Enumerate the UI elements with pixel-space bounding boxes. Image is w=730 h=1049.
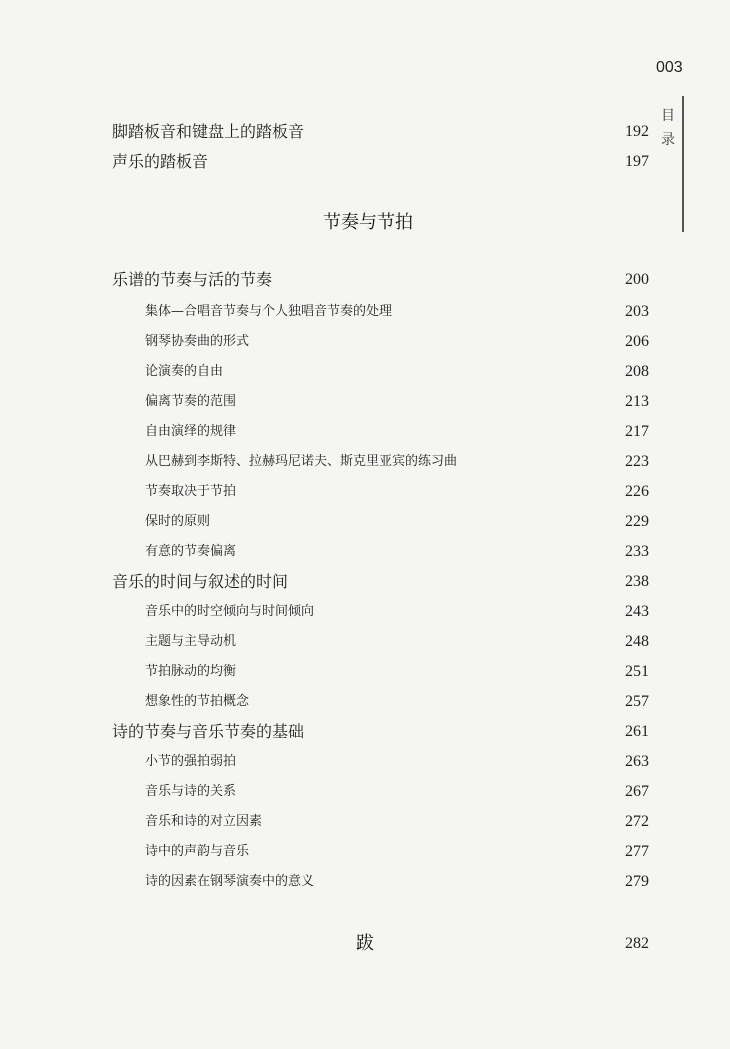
toc-subentry-page: 272	[625, 813, 649, 830]
toc-subentry[interactable]	[0, 448, 730, 476]
toc-subentry-title: 偏离节奏的范围	[145, 394, 237, 409]
toc-subentry[interactable]	[0, 478, 730, 506]
toc-subentry[interactable]	[0, 508, 730, 536]
side-label-char: 录	[661, 132, 675, 148]
toc-chapter-title: 诗的节奏与音乐节奏的基础	[112, 722, 305, 741]
toc-subentry-page: 251	[625, 663, 649, 680]
toc-subentry[interactable]	[0, 538, 730, 566]
toc-subentry[interactable]	[0, 418, 730, 446]
toc-subentry-title: 有意的节奏偏离	[145, 544, 237, 559]
toc-subentry-page: 217	[625, 423, 649, 440]
page-number: 003	[656, 59, 683, 76]
toc-subentry-page: 233	[625, 543, 649, 560]
toc-subentry[interactable]	[0, 388, 730, 416]
toc-entry[interactable]	[0, 148, 730, 176]
toc-subentry-title: 诗中的声韵与音乐	[145, 844, 250, 859]
toc-subentry-page: 257	[625, 693, 649, 710]
toc-entry-page: 197	[625, 153, 649, 170]
toc-subentry-page: 263	[625, 753, 649, 770]
toc-subentry-page: 267	[625, 783, 649, 800]
toc-subentry[interactable]	[0, 628, 730, 656]
toc-subentry-page: 279	[625, 873, 649, 890]
toc-entry-title: 脚踏板音和键盘上的踏板音	[112, 122, 305, 141]
toc-subentry[interactable]	[0, 358, 730, 386]
toc-subentry-page: 213	[625, 393, 649, 410]
toc-chapter-page: 238	[625, 573, 649, 590]
toc-subentry-title: 节拍脉动的均衡	[145, 664, 237, 679]
postscript-title[interactable]: 跋	[356, 933, 374, 954]
side-label-char: 目	[661, 108, 675, 124]
section-heading: 节奏与节拍	[323, 212, 413, 233]
toc-subentry-title: 节奏取决于节拍	[145, 484, 237, 499]
toc-subentry-title: 论演奏的自由	[145, 364, 224, 379]
toc-subentry-page: 226	[625, 483, 649, 500]
toc-subentry-title: 钢琴协奏曲的形式	[145, 334, 250, 349]
toc-chapter[interactable]	[0, 718, 730, 746]
toc-subentry-page: 203	[625, 303, 649, 320]
toc-subentry[interactable]	[0, 838, 730, 866]
toc-subentry-title: 音乐和诗的对立因素	[145, 814, 263, 829]
toc-subentry-title: 想象性的节拍概念	[145, 694, 250, 709]
toc-subentry-page: 243	[625, 603, 649, 620]
toc-subentry[interactable]	[0, 868, 730, 896]
toc-subentry-title: 从巴赫到李斯特、拉赫玛尼诺夫、斯克里亚宾的练习曲	[145, 454, 458, 469]
toc-entry-title: 声乐的踏板音	[112, 152, 209, 171]
toc-subentry[interactable]	[0, 598, 730, 626]
toc-subentry-title: 音乐与诗的关系	[145, 784, 237, 799]
toc-subentry[interactable]	[0, 658, 730, 686]
toc-subentry-title: 集体—合唱音节奏与个人独唱音节奏的处理	[145, 304, 393, 319]
toc-subentry-title: 小节的强拍弱拍	[145, 754, 237, 769]
toc-chapter-title: 音乐的时间与叙述的时间	[112, 572, 289, 591]
toc-chapter[interactable]	[0, 266, 730, 294]
toc-entry[interactable]	[0, 118, 730, 146]
toc-subentry-title: 自由演绎的规律	[145, 424, 237, 439]
toc-subentry-title: 诗的因素在钢琴演奏中的意义	[145, 874, 315, 889]
toc-subentry-page: 229	[625, 513, 649, 530]
toc-chapter-page: 261	[625, 723, 649, 740]
toc-subentry[interactable]	[0, 778, 730, 806]
toc-chapter-page: 200	[625, 271, 649, 288]
toc-subentry[interactable]	[0, 328, 730, 356]
toc-subentry-page: 208	[625, 363, 649, 380]
toc-subentry[interactable]	[0, 808, 730, 836]
toc-subentry-title: 保时的原则	[145, 514, 211, 529]
toc-chapter-title: 乐谱的节奏与活的节奏	[112, 270, 273, 289]
toc-entry-page: 192	[625, 123, 649, 140]
toc-subentry[interactable]	[0, 688, 730, 716]
postscript-page: 282	[625, 935, 649, 952]
toc-subentry-page: 277	[625, 843, 649, 860]
toc-subentry-page: 223	[625, 453, 649, 470]
toc-subentry-title: 主题与主导动机	[145, 634, 237, 649]
toc-subentry[interactable]	[0, 748, 730, 776]
toc-subentry-page: 248	[625, 633, 649, 650]
toc-subentry-title: 音乐中的时空倾向与时间倾向	[145, 604, 315, 619]
toc-subentry[interactable]	[0, 298, 730, 326]
toc-subentry-page: 206	[625, 333, 649, 350]
toc-chapter[interactable]	[0, 568, 730, 596]
